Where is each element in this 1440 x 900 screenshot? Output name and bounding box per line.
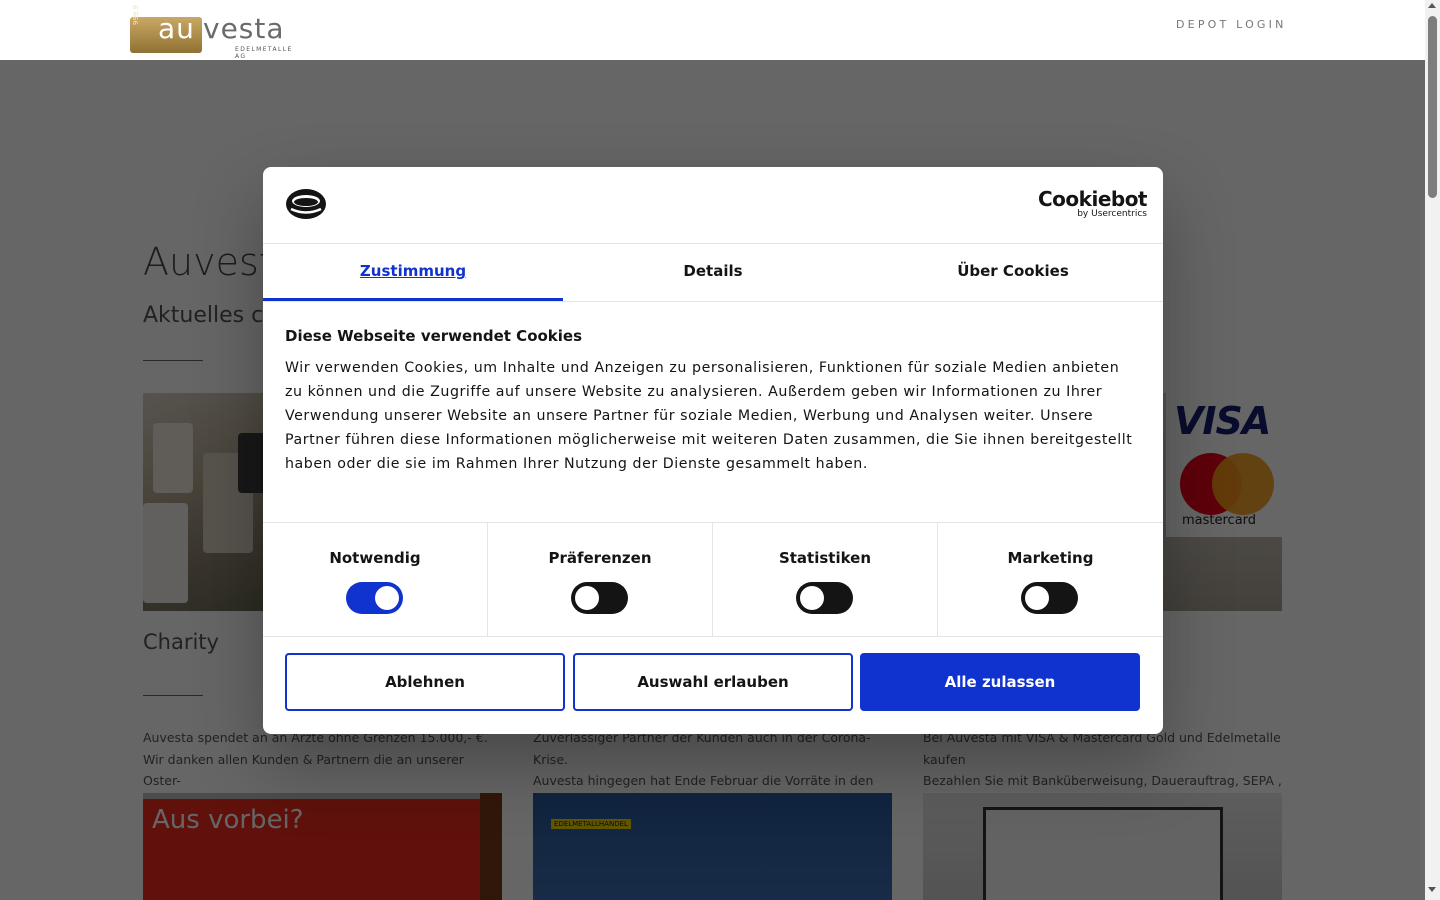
toggle-knob [800,586,824,610]
tab-details[interactable]: Details [683,262,743,280]
logo-subtitle: EDELMETALLE AG [235,46,293,60]
toggle-statistiken[interactable] [796,582,853,614]
dialog-header [263,167,1163,244]
logo-vesta-text: vesta [203,12,285,45]
dialog-body-text: Wir verwenden Cookies, um Inhalte und Anzeigen zu personalisieren, Funktionen für soziale Medien anbieten zu können und die Zugriffe auf unsere Website zu analysieren. Außerdem geben wir Informationen zu Ihrer Verwendung unserer Website an unsere Partner für soziale Medien, Werbung und Analysen weiter. Unsere Partner führen diese Informationen möglicherweise mit weiteren Daten zusammen, die Sie ihnen bereitgestellt haben oder die sie im Rahmen Ihrer Nutzung der Dienste gesammelt haben. [285,360,1133,472]
active-tab-indicator [263,298,563,301]
cookiebot-brand[interactable] [1038,187,1147,219]
allow-all-button[interactable]: Alle zulassen [860,653,1140,711]
category-statistiken [713,523,938,636]
cookie-category-toggles [263,522,1163,637]
scroll-up-arrow-icon[interactable] [1428,3,1436,8]
category-label: Notwendig [329,549,421,567]
toggle-knob [1025,586,1049,610]
decline-button[interactable]: Ablehnen [285,653,565,711]
toggle-marketing[interactable] [1021,582,1078,614]
scroll-down-arrow-icon[interactable] [1428,887,1436,892]
cookiebot-logo-text: Cookiebot [1038,187,1147,211]
tab-zustimmung[interactable]: Zustimmung [359,262,467,280]
allow-selection-button[interactable]: Auswahl erlauben [573,653,853,711]
dialog-tabs [263,244,1163,302]
cookiebot-logo-subtext: by Usercentrics [1077,209,1147,219]
cookie-consent-dialog [263,167,1163,734]
category-label: Marketing [1007,549,1094,567]
site-header [0,0,1425,60]
category-notwendig [263,523,488,636]
toggle-praeferenzen[interactable] [571,582,628,614]
logo-bar-text: 999.9 [132,4,140,25]
cookie-logo-icon [285,188,327,220]
category-marketing [938,523,1163,636]
toggle-knob [375,586,399,610]
dialog-heading: Diese Webseite verwendet Cookies [285,327,583,345]
tab-ueber-cookies[interactable]: Über Cookies [957,262,1069,280]
page-scrollbar[interactable] [1425,0,1440,900]
logo-au-text: au [158,12,195,45]
auvesta-logo[interactable] [130,4,300,60]
category-praeferenzen [488,523,713,636]
depot-login-link[interactable]: DEPOT LOGIN [1176,18,1287,31]
category-label: Präferenzen [548,549,652,567]
toggle-knob [575,586,599,610]
category-label: Statistiken [778,549,872,567]
toggle-notwendig[interactable] [346,582,403,614]
scroll-thumb[interactable] [1428,16,1437,198]
